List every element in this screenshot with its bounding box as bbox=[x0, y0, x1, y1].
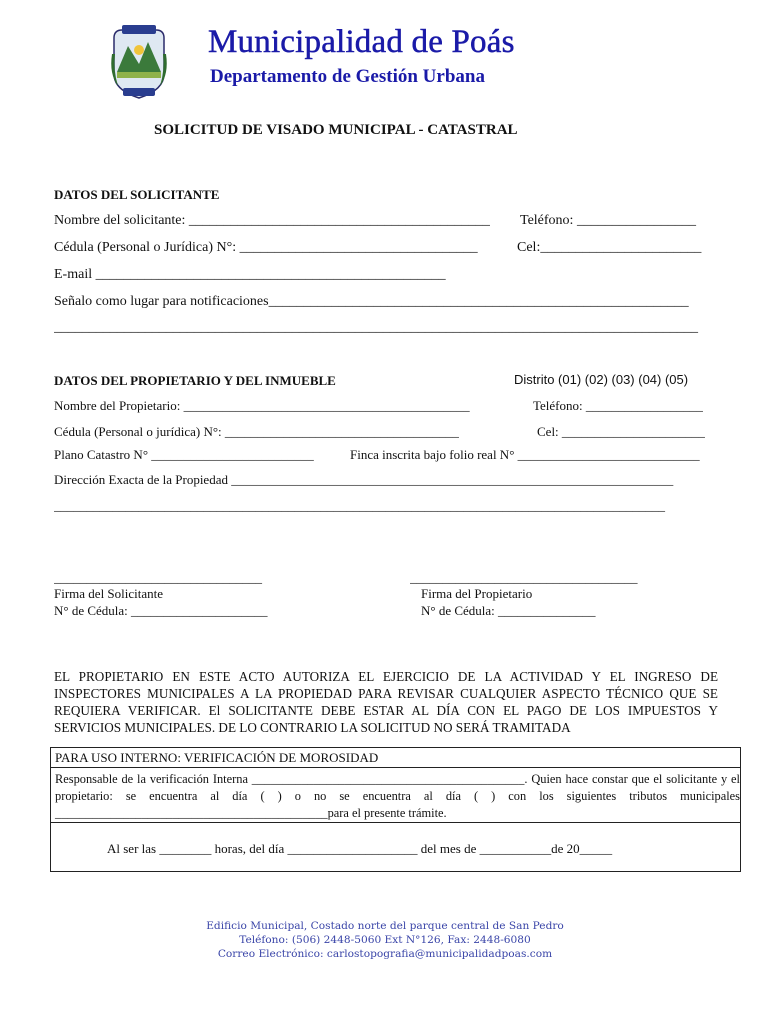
propietario-cedula-field[interactable]: Cédula (Personal o jurídica) N°: ____________________________________ bbox=[54, 424, 459, 439]
plano-catastro-field[interactable]: Plano Catastro N° _________________________ bbox=[54, 447, 314, 462]
municipal-logo bbox=[108, 24, 170, 104]
uso-interno-divider bbox=[51, 822, 740, 823]
firma-propietario-cedula[interactable]: N° de Cédula: _______________ bbox=[421, 603, 596, 618]
distrito-options[interactable]: Distrito (01) (02) (03) (04) (05) bbox=[514, 372, 689, 387]
autorizacion-paragraph: EL PROPIETARIO EN ESTE ACTO AUTORIZA EL EJERCICIO DE LA ACTIVIDAD Y EL INGRESO DE INSPECTORES MUNICIPALES A LA PROPIEDAD PARA REVISAR CUALQUIER ASPECTO TÉCNICO QUE SE REQUIERA VERIFICAR. El SOLICITANTE DEBE ESTAR AL DÍA CON EL PAGO DE LOS IMPUESTOS Y SERVICIOS MUNICIPALES. DE LO CONTRARIO LA SOLICITUD NO SERÁ TRAMITADA bbox=[54, 669, 718, 735]
firma-solicitante-label: Firma del Solicitante bbox=[54, 586, 164, 601]
solicitante-cel-field[interactable]: Cel:_______________________ bbox=[517, 240, 702, 255]
solicitante-heading: DATOS DEL SOLICITANTE bbox=[54, 187, 220, 202]
solicitante-notificaciones-field[interactable]: Señalo como lugar para notificaciones____________________________________________________________ bbox=[54, 294, 689, 309]
firma-solicitante-line[interactable]: ________________________________ bbox=[54, 570, 262, 585]
finca-folio-field[interactable]: Finca inscrita bajo folio real N° ____________________________ bbox=[350, 447, 700, 462]
uso-interno-text[interactable]: Responsable de la verificación Interna ____________________________________________. Quien hace constar que el solicitante y el propietario: se encuentra al día ( ) o no se encuentra al día ( ) con los siguientes tributos municipales ____________________________________________para el presente trámite. bbox=[55, 772, 740, 820]
propietario-heading: DATOS DEL PROPIETARIO Y DEL INMUEBLE bbox=[54, 373, 336, 388]
footer-email: Correo Electrónico: carlostopografia@municipalidadpoas.com bbox=[217, 948, 553, 960]
firma-propietario-label: Firma del Propietario bbox=[421, 586, 533, 601]
solicitante-telefono-field[interactable]: Teléfono: _________________ bbox=[520, 213, 696, 228]
document-title: SOLICITUD DE VISADO MUNICIPAL - CATASTRAL bbox=[154, 122, 518, 138]
solicitante-cedula-field[interactable]: Cédula (Personal o Jurídica) N°: __________________________________ bbox=[54, 240, 478, 255]
municipality-title: Municipalidad de Poás bbox=[208, 24, 515, 60]
direccion-line[interactable]: ______________________________________________________________________________________________ bbox=[54, 498, 665, 513]
propietario-telefono-field[interactable]: Teléfono: __________________ bbox=[533, 398, 703, 413]
uso-interno-fecha[interactable]: Al ser las ________ horas, del día ____________________ del mes de ___________de 20_____ bbox=[107, 841, 613, 856]
footer-phone: Teléfono: (506) 2448-5060 Ext N°126, Fax: 2448-6080 bbox=[239, 934, 531, 946]
uso-interno-heading: PARA USO INTERNO: VERIFICACIÓN DE MOROSIDAD bbox=[51, 748, 740, 768]
uso-interno-box bbox=[50, 747, 741, 872]
department-subtitle: Departamento de Gestión Urbana bbox=[210, 66, 485, 87]
firma-solicitante-cedula[interactable]: N° de Cédula: _____________________ bbox=[54, 603, 268, 618]
solicitante-nombre-field[interactable]: Nombre del solicitante: ___________________________________________ bbox=[54, 213, 490, 228]
firma-propietario-line[interactable]: ___________________________________ bbox=[410, 570, 638, 585]
footer-address: Edificio Municipal, Costado norte del parque central de San Pedro bbox=[206, 920, 564, 932]
propietario-nombre-field[interactable]: Nombre del Propietario: ____________________________________________ bbox=[54, 398, 470, 413]
solicitante-notificaciones-line[interactable]: ____________________________________________________________________________________________ bbox=[54, 320, 698, 335]
direccion-field[interactable]: Dirección Exacta de la Propiedad ____________________________________________________________________ bbox=[54, 472, 674, 487]
propietario-cel-field[interactable]: Cel: ______________________ bbox=[537, 424, 705, 439]
solicitante-email-field[interactable]: E-mail __________________________________________________ bbox=[54, 267, 446, 282]
